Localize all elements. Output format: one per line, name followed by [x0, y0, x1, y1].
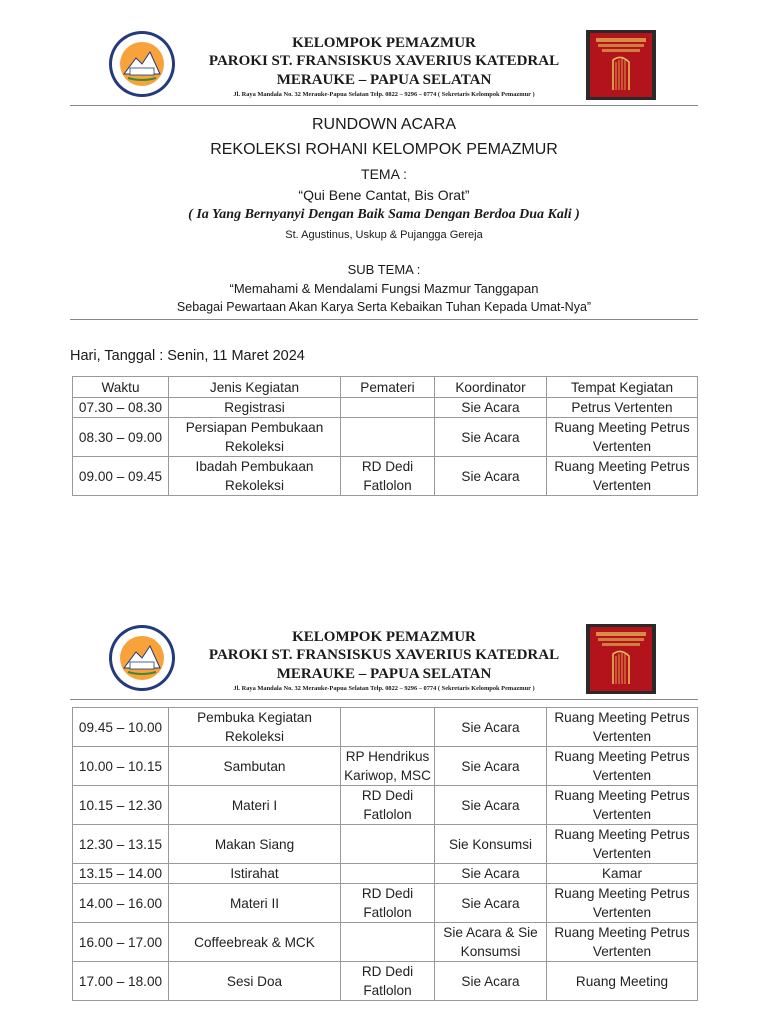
cell-koordinator: Sie Acara: [435, 786, 547, 825]
tema-text: “Qui Bene Cantat, Bis Orat”: [298, 187, 470, 203]
cell-tempat: Ruang Meeting Petrus Vertenten: [547, 747, 698, 786]
cell-waktu: 08.30 – 09.00: [73, 418, 169, 457]
location: MERAUKE – PAPUA SELATAN: [276, 72, 492, 88]
cell-pemateri: [341, 708, 435, 747]
hymn-book-icon: [586, 30, 656, 100]
rundown-table-page1: [72, 376, 698, 496]
cell-waktu: 07.30 – 08.30: [73, 398, 169, 418]
tema-source: St. Agustinus, Uskup & Pujangga Gereja: [285, 229, 483, 241]
col-header-tempat: Tempat Kegiatan: [547, 377, 698, 398]
event-title: REKOLEKSI ROHANI KELOMPOK PEMAZMUR: [210, 141, 558, 158]
cell-tempat: Ruang Meeting Petrus Vertenten: [547, 418, 698, 457]
cell-kegiatan: Sambutan: [169, 747, 341, 786]
org-name: KELOMPOK PEMAZMUR: [292, 629, 476, 645]
table-row: [73, 747, 698, 786]
cell-kegiatan: Persiapan Pembukaan Rekoleksi: [169, 418, 341, 457]
table-row: [73, 884, 698, 923]
parish-name: PAROKI ST. FRANSISKUS XAVERIUS KATEDRAL: [208, 647, 560, 663]
title-divider: [70, 319, 698, 320]
hymn-book-icon: [586, 624, 656, 694]
cell-pemateri: RD Dedi Fatlolon: [341, 962, 435, 1001]
cell-tempat: Petrus Vertenten: [547, 398, 698, 418]
cell-koordinator: Sie Acara: [435, 418, 547, 457]
letterhead-page2: [70, 628, 698, 698]
table-row: [73, 864, 698, 884]
cell-koordinator: Sie Acara: [435, 708, 547, 747]
cell-pemateri: RP Hendrikus Kariwop, MSC: [341, 747, 435, 786]
cell-tempat: Ruang Meeting Petrus Vertenten: [547, 825, 698, 864]
cell-waktu: 14.00 – 16.00: [73, 884, 169, 923]
cell-kegiatan: Materi I: [169, 786, 341, 825]
cell-koordinator: Sie Acara: [435, 457, 547, 496]
cell-koordinator: Sie Acara: [435, 747, 547, 786]
cell-waktu: 09.00 – 09.45: [73, 457, 169, 496]
event-date: Hari, Tanggal : Senin, 11 Maret 2024: [70, 348, 305, 364]
cell-tempat: Ruang Meeting Petrus Vertenten: [547, 708, 698, 747]
cell-tempat: Kamar: [547, 864, 698, 884]
cell-waktu: 12.30 – 13.15: [73, 825, 169, 864]
cell-kegiatan: Istirahat: [169, 864, 341, 884]
cell-tempat: Ruang Meeting Petrus Vertenten: [547, 923, 698, 962]
cell-tempat: Ruang Meeting Petrus Vertenten: [547, 884, 698, 923]
cell-pemateri: RD Dedi Fatlolon: [341, 457, 435, 496]
cell-kegiatan: Sesi Doa: [169, 962, 341, 1001]
subtema-line1: “Memahami & Mendalami Fungsi Mazmur Tanggapan: [229, 281, 539, 296]
table-row: [73, 786, 698, 825]
cell-pemateri: RD Dedi Fatlolon: [341, 884, 435, 923]
cell-koordinator: Sie Acara: [435, 398, 547, 418]
cell-kegiatan: Registrasi: [169, 398, 341, 418]
doc-title: RUNDOWN ACARA: [311, 116, 456, 133]
table-row: [73, 825, 698, 864]
address: Jl. Raya Mandala No. 32 Merauke-Papua Selatan Telp. 0822 – 9296 – 0774 ( Sekretaris Kelompok Pemazmur ): [233, 685, 535, 692]
tema-label: TEMA :: [361, 166, 407, 182]
cell-koordinator: Sie Acara & Sie Konsumsi: [435, 923, 547, 962]
cell-waktu: 10.00 – 10.15: [73, 747, 169, 786]
subtema-line2: Sebagai Pewartaan Akan Karya Serta Kebaikan Tuhan Kepada Umat-Nya”: [176, 300, 592, 314]
cell-pemateri: [341, 418, 435, 457]
cell-waktu: 17.00 – 18.00: [73, 962, 169, 1001]
header-divider: [70, 105, 698, 106]
cell-pemateri: [341, 398, 435, 418]
table-row: [73, 457, 698, 496]
cell-waktu: 09.45 – 10.00: [73, 708, 169, 747]
subtema-label: SUB TEMA :: [347, 262, 421, 277]
table-header-row: [73, 377, 698, 398]
cell-tempat: Ruang Meeting: [547, 962, 698, 1001]
cell-kegiatan: Pembuka Kegiatan Rekoleksi: [169, 708, 341, 747]
table-row: [73, 418, 698, 457]
cell-pemateri: [341, 825, 435, 864]
col-header-pemateri: Pemateri: [341, 377, 435, 398]
table-row: [73, 923, 698, 962]
table-row: [73, 962, 698, 1001]
cell-koordinator: Sie Acara: [435, 884, 547, 923]
letterhead: [70, 34, 698, 104]
org-name: KELOMPOK PEMAZMUR: [292, 35, 476, 51]
col-header-koordinator: Koordinator: [435, 377, 547, 398]
cell-waktu: 13.15 – 14.00: [73, 864, 169, 884]
cell-waktu: 10.15 – 12.30: [73, 786, 169, 825]
cell-koordinator: Sie Konsumsi: [435, 825, 547, 864]
location: MERAUKE – PAPUA SELATAN: [276, 666, 492, 682]
table-row: [73, 398, 698, 418]
cell-waktu: 16.00 – 17.00: [73, 923, 169, 962]
parish-name: PAROKI ST. FRANSISKUS XAVERIUS KATEDRAL: [208, 53, 560, 69]
tema-translation: ( Ia Yang Bernyanyi Dengan Baik Sama Dengan Berdoa Dua Kali ): [188, 207, 580, 222]
col-header-kegiatan: Jenis Kegiatan: [169, 377, 341, 398]
cell-koordinator: Sie Acara: [435, 864, 547, 884]
cell-kegiatan: Materi II: [169, 884, 341, 923]
cell-tempat: Ruang Meeting Petrus Vertenten: [547, 786, 698, 825]
table-row: [73, 708, 698, 747]
cell-kegiatan: Coffeebreak & MCK: [169, 923, 341, 962]
cell-kegiatan: Makan Siang: [169, 825, 341, 864]
cell-pemateri: RD Dedi Fatlolon: [341, 786, 435, 825]
rundown-table-page2: [72, 707, 698, 1001]
header-divider-page2: [70, 699, 698, 700]
col-header-waktu: Waktu: [73, 377, 169, 398]
cell-pemateri: [341, 923, 435, 962]
cell-pemateri: [341, 864, 435, 884]
cell-kegiatan: Ibadah Pembukaan Rekoleksi: [169, 457, 341, 496]
cell-koordinator: Sie Acara: [435, 962, 547, 1001]
address: Jl. Raya Mandala No. 32 Merauke-Papua Selatan Telp. 0822 – 9296 – 0774 ( Sekretaris Kelompok Pemazmur ): [233, 91, 535, 98]
cell-tempat: Ruang Meeting Petrus Vertenten: [547, 457, 698, 496]
